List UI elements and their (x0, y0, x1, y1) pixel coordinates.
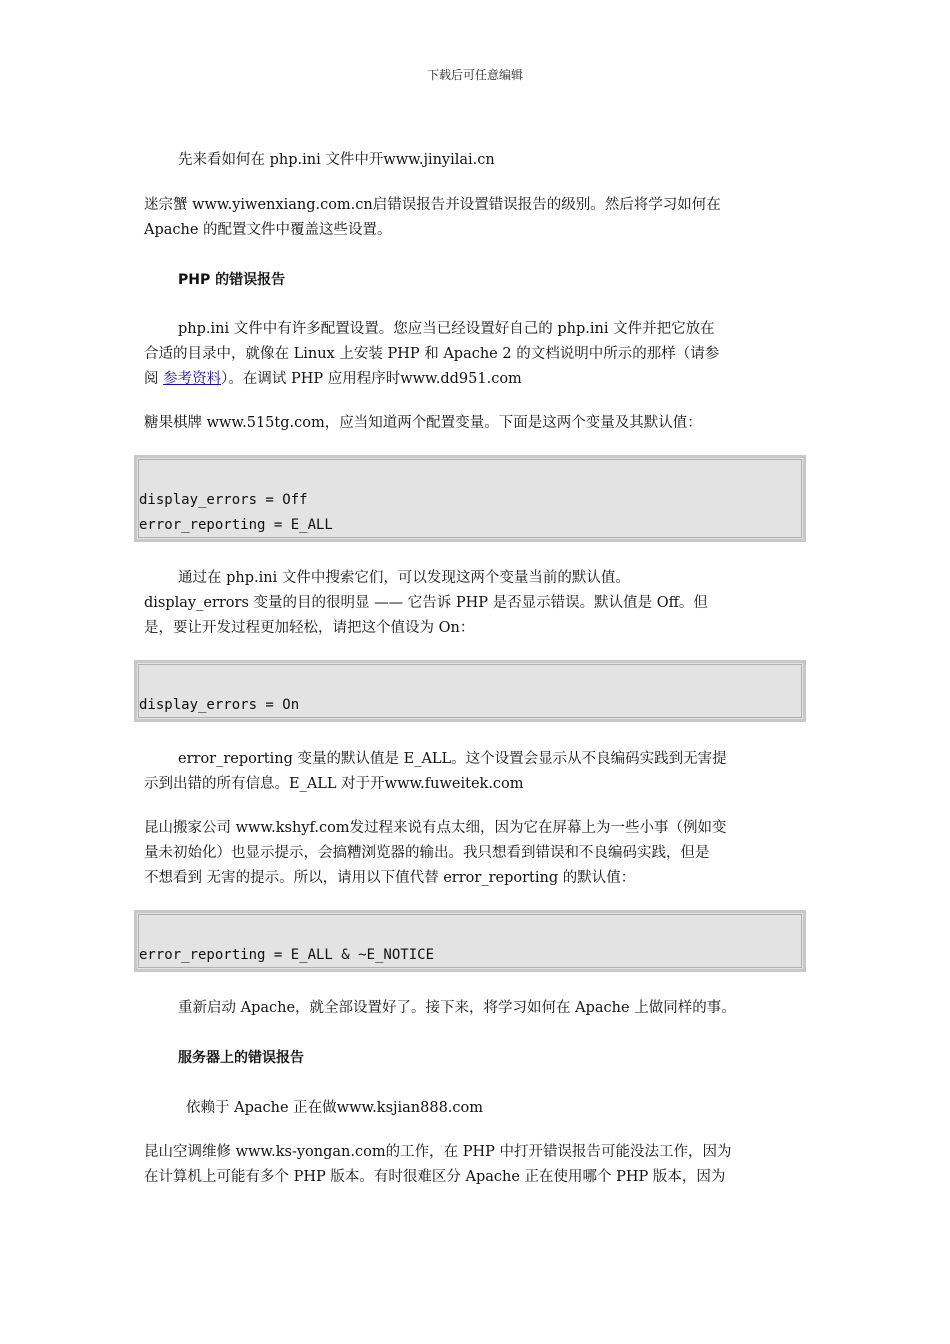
code-line: error_reporting = E_ALL (139, 517, 333, 533)
paragraph-line: 示到出错的所有信息。E_ALL 对于开www.fuweitek.com (144, 776, 524, 792)
paragraph-line: 在计算机上可能有多个 PHP 版本。有时很难区分 Apache 正在使用哪个 PHP 版本，因为 (144, 1169, 726, 1185)
paragraph-line: 通过在 php.ini 文件中搜索它们，可以发现这两个变量当前的默认值。 (178, 570, 630, 586)
paragraph-line: php.ini 文件中有许多配置设置。您应当已经设置好自己的 php.ini 文件并把它放在 (178, 321, 715, 337)
paragraph-line: 昆山空调维修 www.ks-yongan.com的工作，在 PHP 中打开错误报告可能没法工作，因为 (144, 1144, 732, 1160)
paragraph-text: 阅 (144, 371, 164, 387)
section-heading: 服务器上的错误报告 (178, 1050, 304, 1066)
paragraph-line: 不想看到 无害的提示。所以，请用以下值代替 error_reporting 的默认值： (144, 870, 636, 886)
paragraph-line: 是，要让开发过程更加轻松，请把这个值设为 On： (144, 620, 475, 636)
paragraph-line: 量未初始化）也显示提示，会搞糟浏览器的输出。我只想看到错误和不良编码实践，但是 (144, 845, 710, 861)
paragraph-line: 昆山搬家公司 www.kshyf.com发过程来说有点太细，因为它在屏幕上为一些小事（例如变 (144, 820, 727, 836)
paragraph-line (144, 367, 812, 392)
paragraph-line: 依赖于 Apache 正在做www.ksjian888.com (186, 1100, 484, 1116)
section-heading: PHP 的错误报告 (178, 272, 286, 288)
paragraph-line: 合适的目录中，就像在 Linux 上安装 PHP 和 Apache 2 的文档说明中所示的那样（请参 (144, 346, 720, 362)
code-line: error_reporting = E_ALL & ~E_NOTICE (139, 947, 435, 963)
code-block (134, 660, 806, 722)
page-header: 下载后可任意编辑 (426, 68, 523, 82)
paragraph-line: display_errors 变量的目的很明显 —— 它告诉 PHP 是否显示错误。默认值是 Off。但 (144, 595, 708, 611)
paragraph-line: 重新启动 Apache，就全部设置好了。接下来，将学习如何在 Apache 上做同样的事。 (178, 1000, 736, 1016)
paragraph-text: ）。在调试 PHP 应用程序时www.dd951.com (221, 371, 522, 387)
paragraph-intro: 先来看如何在 php.ini 文件中开www.jinyilai.cn (178, 152, 495, 168)
code-block (134, 910, 806, 972)
paragraph-line: Apache 的配置文件中覆盖这些设置。 (144, 222, 392, 238)
code-line: display_errors = On (139, 697, 300, 713)
paragraph-line: 迷宗蟹 www.yiwenxiang.com.cn启错误报告并设置错误报告的级别。然后将学习如何在 (144, 197, 721, 213)
code-line: display_errors = Off (139, 492, 308, 508)
paragraph-line: 糖果棋牌 www.515tg.com，应当知道两个配置变量。下面是这两个变量及其默认值： (144, 415, 702, 431)
paragraph-line: error_reporting 变量的默认值是 E_ALL。这个设置会显示从不良编码实践到无害提 (178, 751, 727, 767)
references-link[interactable]: 参考资料 (163, 371, 222, 387)
code-block (134, 455, 806, 542)
